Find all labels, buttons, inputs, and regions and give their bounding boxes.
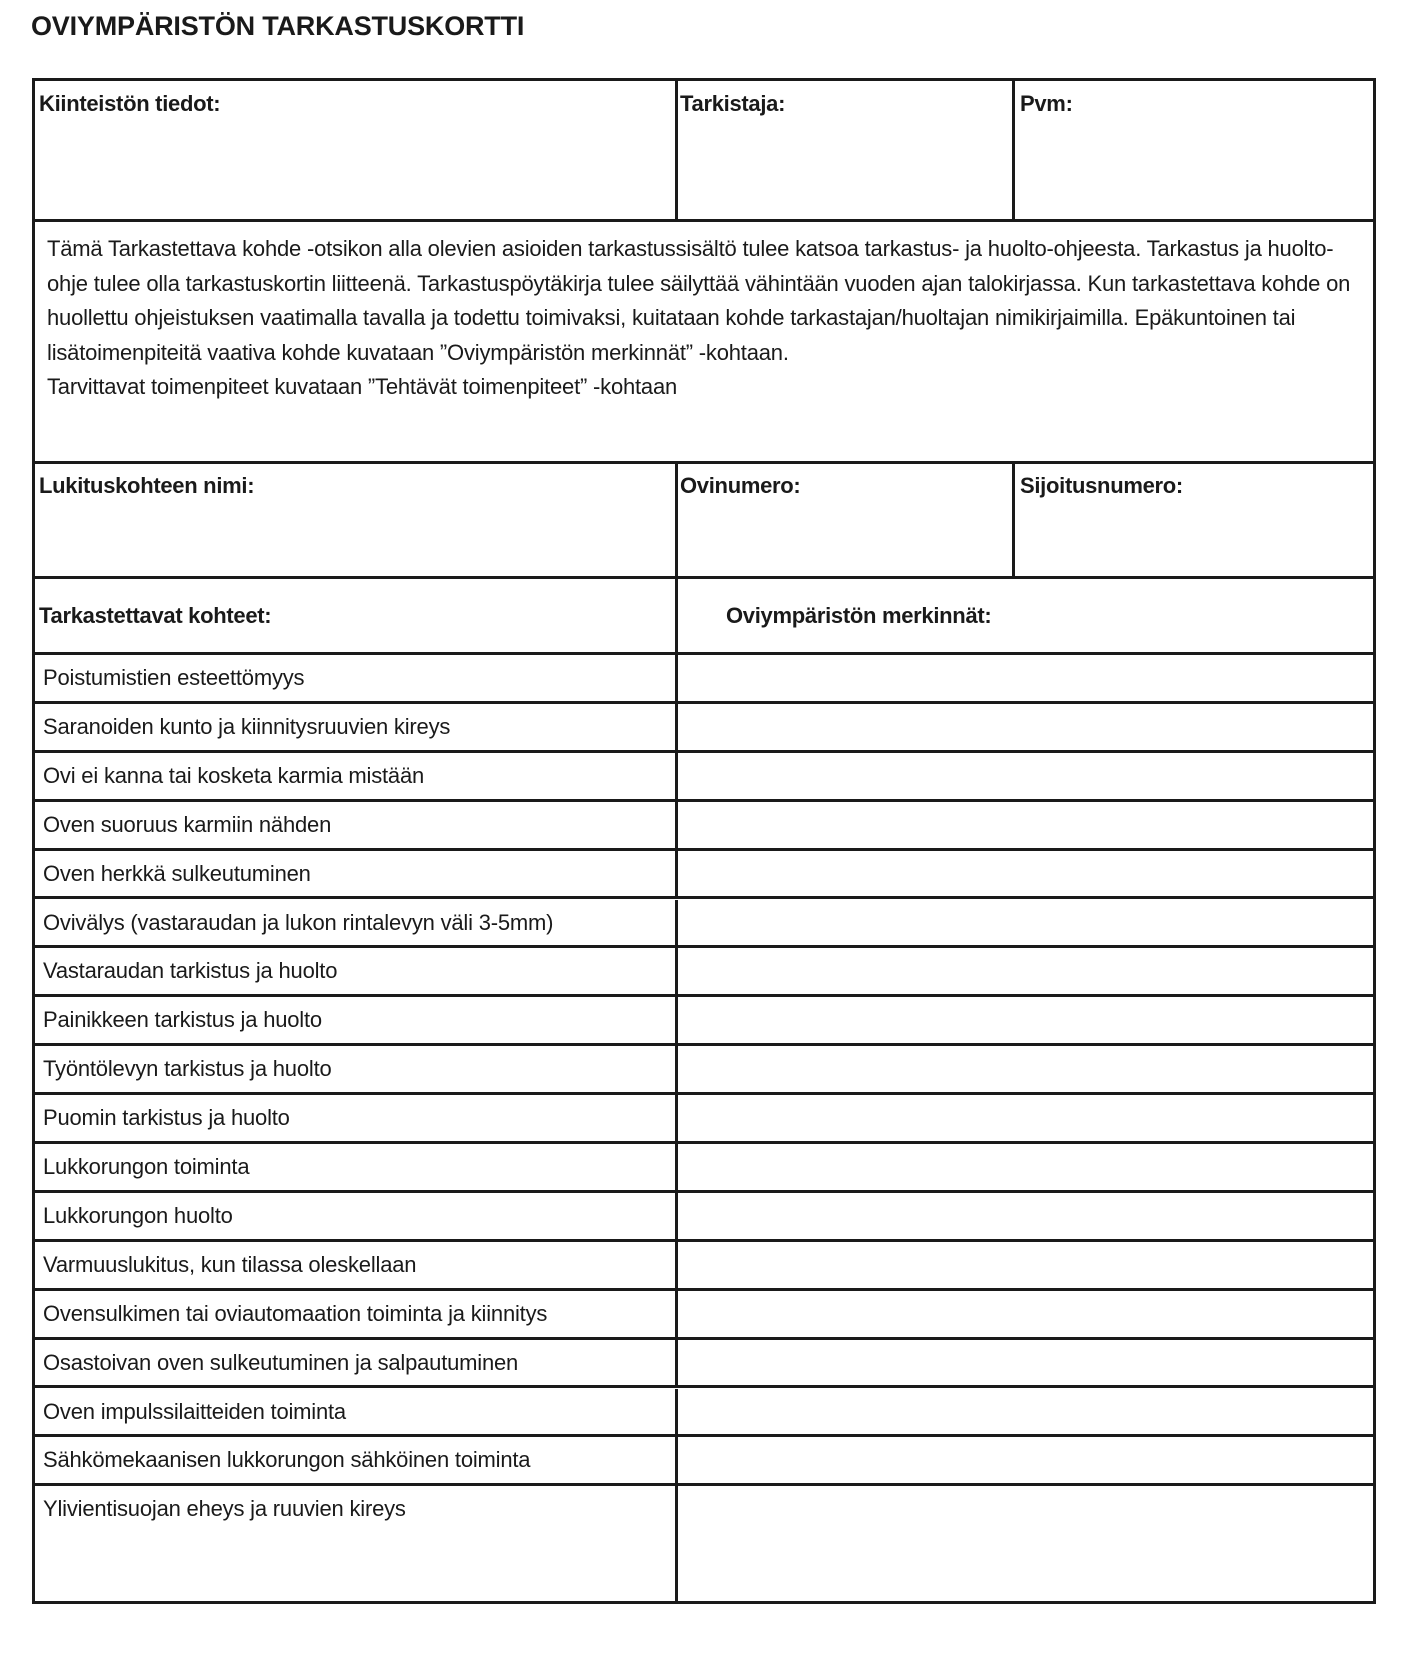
property-field[interactable] [35, 81, 675, 219]
inspection-item-cell [35, 948, 675, 994]
table-row [35, 948, 1373, 997]
property-label: Kiinteistön tiedot: [39, 91, 221, 116]
date-field[interactable] [1012, 81, 1373, 219]
notes-input-cell[interactable] [675, 997, 1373, 1043]
inspection-item-cell [35, 900, 675, 946]
notes-input-cell[interactable] [675, 1340, 1373, 1386]
inspection-item-cell [35, 997, 675, 1043]
table-row [35, 1242, 1373, 1291]
notes-input-cell[interactable] [675, 1046, 1373, 1092]
header-row [35, 81, 1373, 222]
table-row [35, 704, 1373, 753]
inspection-item-label: Työntölevyn tarkistus ja huolto [43, 1056, 332, 1082]
inspection-item-cell [35, 1193, 675, 1239]
notes-input-cell[interactable] [675, 1144, 1373, 1190]
inspection-item-cell [35, 1144, 675, 1190]
inspection-item-cell [35, 753, 675, 799]
inspection-item-label: Ovensulkimen tai oviautomaation toiminta ja kiinnitys [43, 1300, 548, 1326]
notes-header: Oviympäristön merkinnät: [726, 603, 992, 628]
inspection-item-label: Painikkeen tarkistus ja huolto [43, 1007, 322, 1033]
inspection-item-label: Poistumistien esteettömyys [43, 665, 305, 690]
inspection-item-cell [35, 1291, 675, 1337]
table-row [35, 1340, 1373, 1389]
notes-input-cell[interactable] [675, 1291, 1373, 1337]
inspection-item-cell [35, 655, 675, 701]
date-label: Pvm: [1020, 91, 1073, 116]
inspector-label: Tarkistaja: [680, 91, 786, 116]
table-row [35, 997, 1373, 1046]
table-row [35, 900, 1373, 949]
items-header-cell [35, 579, 675, 652]
inspection-card [32, 78, 1376, 1604]
table-row [35, 851, 1373, 900]
inspection-item-label: Varmuuslukitus, kun tilassa oleskellaan [43, 1251, 417, 1277]
inspection-item-label: Ylivientisuojan eheys ja ruuvien kireys [43, 1496, 406, 1522]
notes-input-cell[interactable] [675, 1437, 1373, 1483]
inspection-item-cell [35, 704, 675, 750]
notes-input-cell[interactable] [675, 1193, 1373, 1239]
notes-input-cell[interactable] [675, 851, 1373, 897]
table-row [35, 1389, 1373, 1438]
inspection-item-label: Oven suoruus karmiin nähden [43, 811, 332, 837]
inspection-item-label: Sähkömekaanisen lukkorungon sähköinen toiminta [43, 1447, 531, 1473]
notes-input-cell[interactable] [675, 1486, 1373, 1601]
inspection-item-cell [35, 1486, 675, 1601]
placement-number-label: Sijoitusnumero: [1020, 473, 1183, 498]
table-row [35, 655, 1373, 704]
inspection-item-cell [35, 1095, 675, 1141]
notes-input-cell[interactable] [675, 753, 1373, 799]
items-header: Tarkastettavat kohteet: [39, 603, 272, 628]
table-row [35, 753, 1373, 802]
inspection-item-cell [35, 1437, 675, 1483]
table-row [35, 1437, 1373, 1486]
table-row [35, 1095, 1373, 1144]
inspection-item-label: Puomin tarkistus ja huolto [43, 1105, 290, 1131]
lock-name-field[interactable] [35, 464, 675, 576]
table-row [35, 1193, 1373, 1242]
door-number-label: Ovinumero: [680, 473, 801, 498]
table-header-row [35, 579, 1373, 655]
inspection-item-label: Lukkorungon toiminta [43, 1154, 250, 1179]
inspection-item-label: Oven herkkä sulkeutuminen [43, 860, 311, 886]
instructions-row [35, 222, 1373, 464]
table-row [35, 1046, 1373, 1095]
table-row [35, 1486, 1373, 1601]
instructions-text [47, 232, 1352, 405]
notes-input-cell[interactable] [675, 948, 1373, 994]
notes-input-cell[interactable] [675, 655, 1373, 701]
instructions-second-line: Tarvittavat toimenpiteet kuvataan ”Tehtävät toimenpiteet” -kohtaan [47, 374, 678, 399]
instructions-paragraph: Tämä Tarkastettava kohde -otsikon alla olevien asioiden tarkastussisältö tulee katsoa tarkastus- ja huolto-ohjeesta. Tarkastus ja huolto-ohje tulee olla tarkastuskortin liitteenä. Tarkastuspöytäkirja tulee säilyttää vähintään vuoden ajan talokirjassa. Kun tarkastettava kohde on huollettu ohjeistuksen vaatimalla tavalla ja todettu toimivaksi, kuitataan kohde tarkastajan/huoltajan nimikirjaimilla. Epäkuntoinen tai lisätoimenpiteitä vaativa kohde kuvataan ”Oviympäristön merkinnät” -kohtaan. [47, 236, 1351, 365]
notes-input-cell[interactable] [675, 1242, 1373, 1288]
inspector-field[interactable] [675, 81, 1012, 219]
lock-name-label: Lukituskohteen nimi: [39, 473, 255, 498]
placement-number-field[interactable] [1012, 464, 1373, 576]
inspection-item-cell [35, 1389, 675, 1435]
inspection-item-label: Ovivälys (vastaraudan ja lukon rintalevyn väli 3-5mm) [43, 909, 554, 935]
lock-info-row [35, 464, 1373, 579]
inspection-item-cell [35, 1242, 675, 1288]
inspection-item-label: Oven impulssilaitteiden toiminta [43, 1398, 346, 1424]
inspection-item-cell [35, 1046, 675, 1092]
notes-header-cell [675, 579, 1373, 652]
inspection-item-label: Vastaraudan tarkistus ja huolto [43, 958, 338, 984]
table-row [35, 1144, 1373, 1193]
door-number-field[interactable] [675, 464, 1012, 576]
inspection-item-label: Lukkorungon huolto [43, 1202, 233, 1228]
page-title: OVIYMPÄRISTÖN TARKASTUSKORTTI [31, 11, 525, 41]
table-row [35, 1291, 1373, 1340]
table-row [35, 802, 1373, 851]
inspection-item-cell [35, 802, 675, 848]
notes-input-cell[interactable] [675, 704, 1373, 750]
inspection-item-label: Osastoivan oven sulkeutuminen ja salpautuminen [43, 1349, 519, 1375]
notes-input-cell[interactable] [675, 1389, 1373, 1435]
notes-input-cell[interactable] [675, 1095, 1373, 1141]
notes-input-cell[interactable] [675, 900, 1373, 946]
inspection-item-label: Saranoiden kunto ja kiinnitysruuvien kireys [43, 713, 451, 739]
notes-input-cell[interactable] [675, 802, 1373, 848]
inspection-item-cell [35, 1340, 675, 1386]
inspection-item-label: Ovi ei kanna tai kosketa karmia mistään [43, 762, 425, 788]
inspection-item-cell [35, 851, 675, 897]
